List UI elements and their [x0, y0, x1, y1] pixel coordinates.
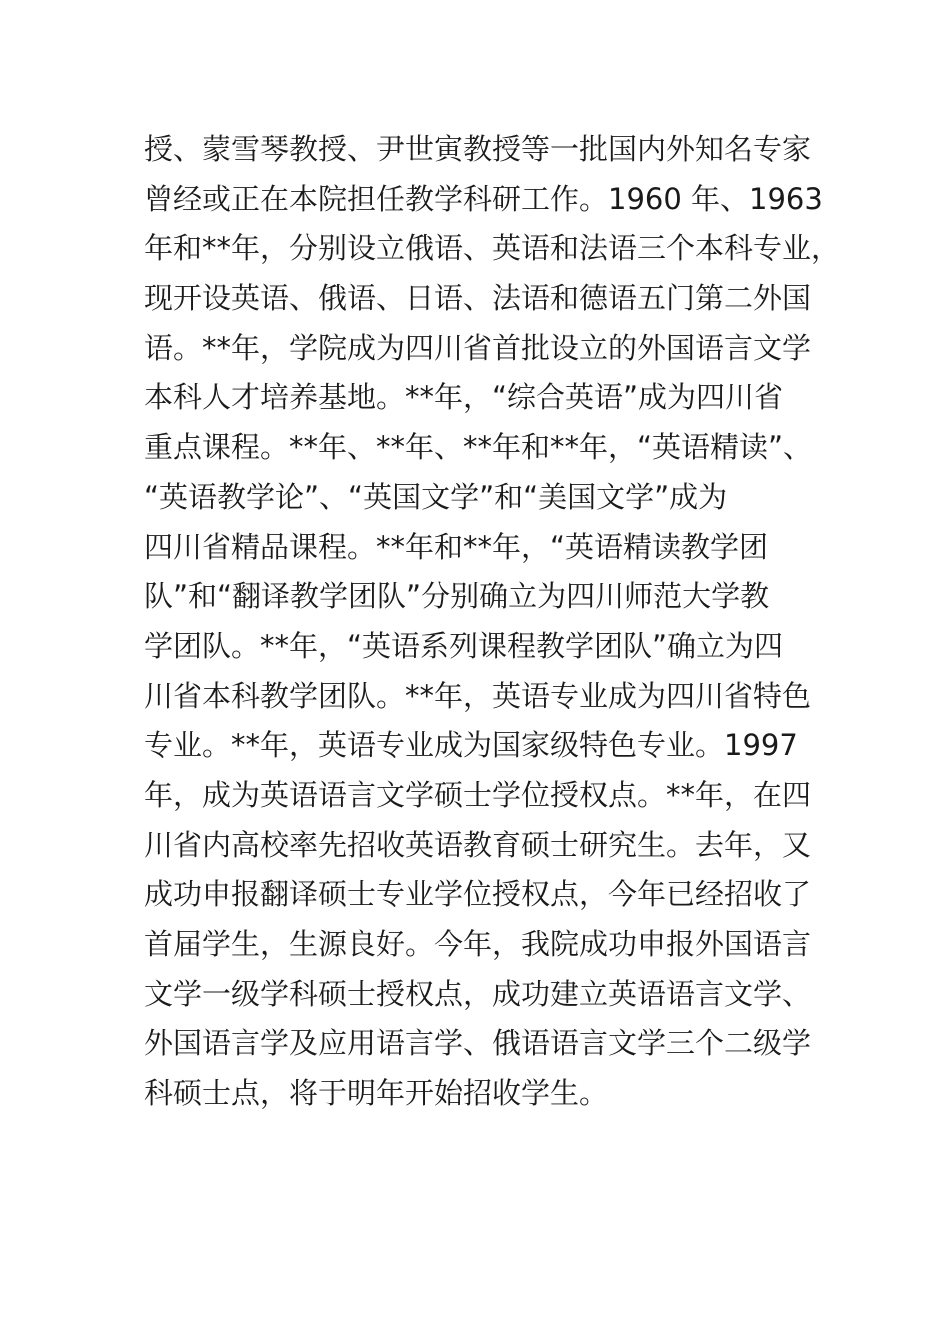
text-line: 专业。**年，英语专业成为国家级特色专业。1997	[144, 728, 798, 763]
text-line: 年和**年，分别设立俄语、英语和法语三个本科专业，	[144, 231, 841, 266]
text-line: 语。**年，学院成为四川省首批设立的外国语言文学	[144, 330, 812, 365]
text-line: 川省本科教学团队。**年，英语专业成为四川省特色	[144, 678, 812, 713]
text-line: 文学一级学科硕士授权点，成功建立英语语言文学、	[144, 976, 812, 1011]
text-line: 现开设英语、俄语、日语、法语和德语五门第二外国	[144, 281, 812, 316]
text-line: 本科人才培养基地。**年，“综合英语”成为四川省	[144, 380, 784, 415]
body-paragraph	[144, 125, 841, 1119]
text-line: 授、蒙雪琴教授、尹世寅教授等一批国内外知名专家	[144, 132, 812, 166]
text-line: 学团队。**年，“英语系列课程教学团队”确立为四	[144, 628, 784, 663]
text-line: 曾经或正在本院担任教学科研工作。1960 年、1963	[144, 181, 823, 216]
text-line: 科硕士点，将于明年开始招收学生。	[144, 1076, 609, 1111]
text-line: 四川省精品课程。**年和**年，“英语精读教学团	[144, 529, 769, 564]
text-line: 重点课程。**年、**年、**年和**年，“英语精读”、	[144, 430, 813, 465]
text-line: “英语教学论”、“英国文学”和“美国文学”成为	[144, 479, 728, 514]
text-line: 首届学生，生源良好。今年，我院成功申报外国语言	[144, 927, 812, 961]
text-line: 队”和“翻译教学团队”分别确立为四川师范大学教	[144, 579, 770, 614]
text-line: 外国语言学及应用语言学、俄语语言文学三个二级学	[144, 1026, 812, 1061]
text-line: 年，成为英语语言文学硕士学位授权点。**年，在四	[144, 777, 812, 812]
text-line: 川省内高校率先招收英语教育硕士研究生。去年，又	[144, 827, 812, 862]
text-line: 成功申报翻译硕士专业学位授权点，今年已经招收了	[144, 877, 812, 912]
